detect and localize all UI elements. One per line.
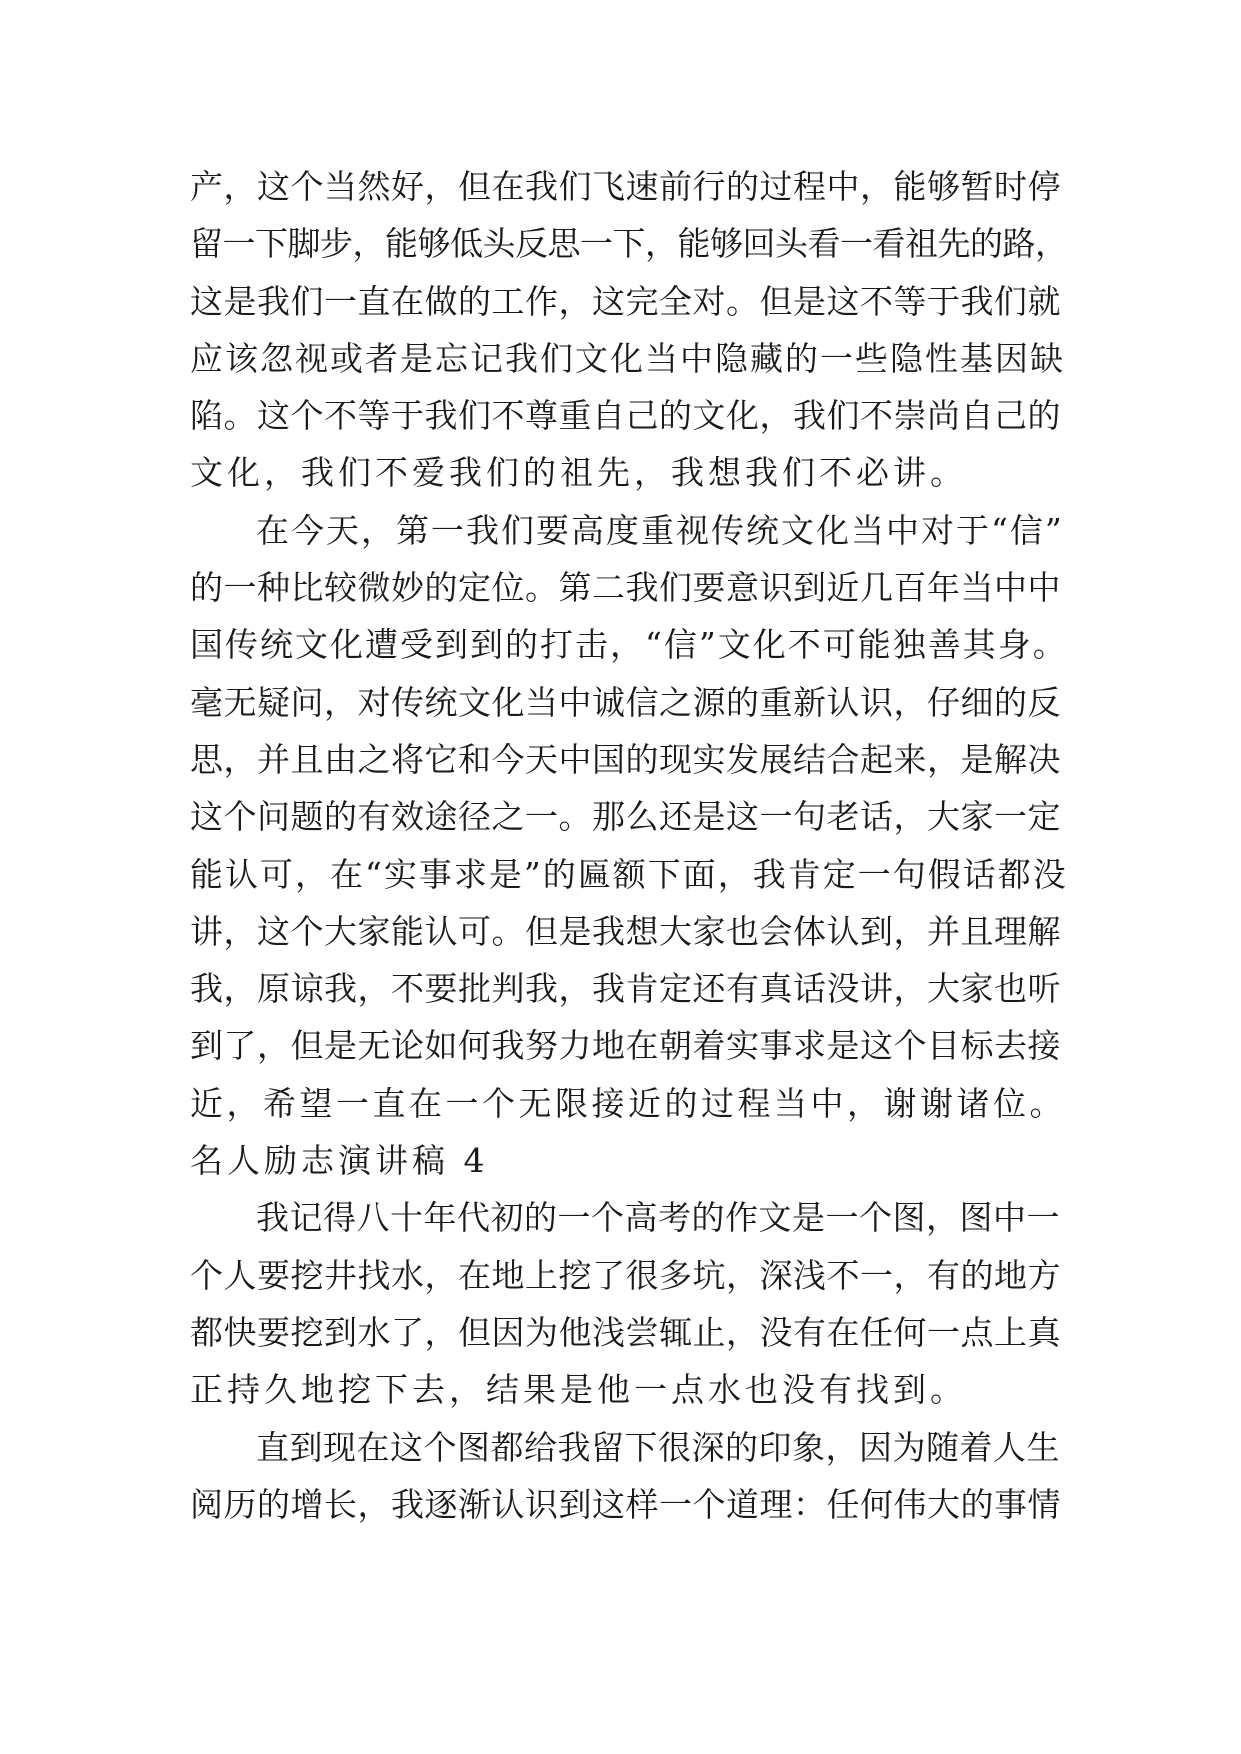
section-heading: 名人励志演讲稿 4 (190, 1141, 489, 1181)
text-line: 我记得八十年代初的一个高考的作文是一个图，图中一 (256, 1198, 1060, 1238)
text-line: 我，原谅我，不要批判我，我肯定还有真话没讲，大家也听 (190, 969, 1061, 1009)
text-line: 能认可，在“实事求是”的匾额下面，我肯定一句假话都没 (190, 854, 1068, 894)
text-line: 国传统文化遭受到到的打击，“信”文化不可能独善其身。 (190, 625, 1068, 665)
text-line: 思，并且由之将它和今天中国的现实发展结合起来，是解决 (190, 739, 1061, 779)
text-line: 的一种比较微妙的定位。第二我们要意识到近几百年当中中 (190, 568, 1061, 608)
text-line: 留一下脚步，能够低头反思一下，能够回头看一看祖先的路， (190, 224, 1068, 264)
text-line: 阅历的增长，我逐渐认识到这样一个道理：任何伟大的事情 (190, 1484, 1061, 1524)
text-line: 这个问题的有效途径之一。那么还是这一句老话，大家一定 (190, 797, 1061, 837)
text-line: 讲，这个大家能认可。但是我想大家也会体认到，并且理解 (190, 911, 1061, 951)
text-line: 文化，我们不爱我们的祖先，我想我们不必讲。 (190, 453, 967, 493)
text-line: 都快要挖到水了，但因为他浅尝辄止，没有在任何一点上真 (190, 1312, 1061, 1352)
text-line: 这是我们一直在做的工作，这完全对。但是这不等于我们就 (190, 281, 1061, 321)
text-line: 产，这个当然好，但在我们飞速前行的过程中，能够暂时停 (190, 167, 1061, 206)
text-line: 在今天，第一我们要高度重视传统文化当中对于“信” (256, 510, 1064, 550)
text-line: 到了，但是无论如何我努力地在朝着实事求是这个目标去接 (190, 1026, 1061, 1066)
text-line: 近，希望一直在一个无限接近的过程当中，谢谢诸位。 (190, 1083, 1066, 1123)
text-line: 直到现在这个图都给我留下很深的印象，因为随着人生 (256, 1427, 1060, 1467)
text-line: 正持久地挖下去，结果是他一点水也没有找到。 (190, 1370, 967, 1410)
text-line: 个人要挖井找水，在地上挖了很多坑，深浅不一，有的地方 (190, 1255, 1061, 1295)
text-line: 陷。这个不等于我们不尊重自己的文化，我们不崇尚自己的 (190, 396, 1061, 436)
text-line: 应该忽视或者是忘记我们文化当中隐藏的一些隐性基因缺 (190, 338, 1065, 378)
document-body (190, 158, 1068, 1533)
text-line: 毫无疑问，对传统文化当中诚信之源的重新认识，仔细的反 (190, 682, 1061, 722)
